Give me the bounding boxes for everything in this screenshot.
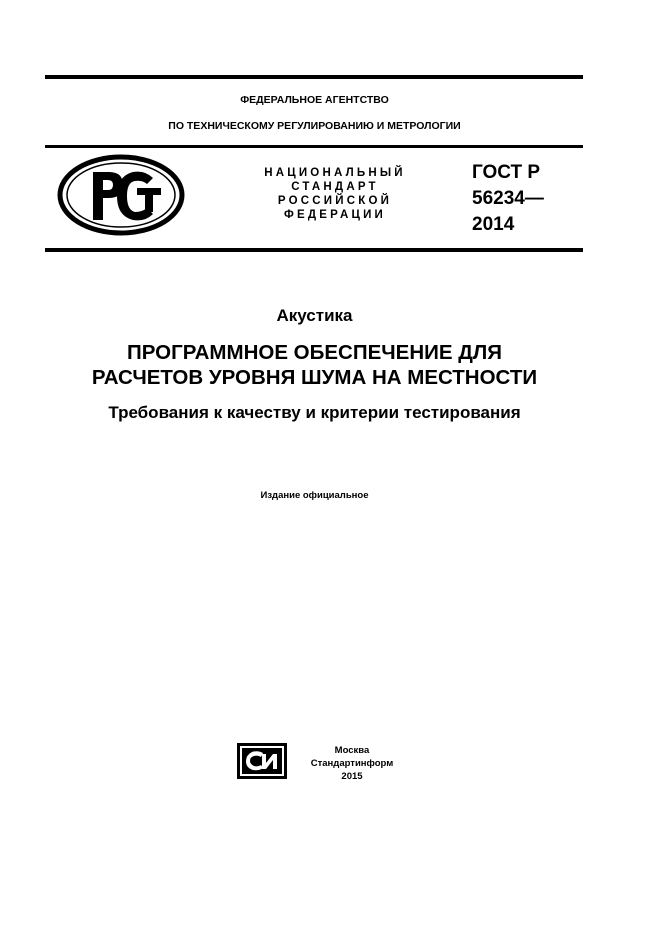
document-title	[0, 340, 629, 390]
publisher-block	[300, 744, 404, 783]
agency-line-2: ПО ТЕХНИЧЕСКОМУ РЕГУЛИРОВАНИЮ И МЕТРОЛОГИИ	[168, 120, 461, 132]
publisher-name: Стандартинформ	[310, 758, 394, 769]
publication-year: 2015	[341, 771, 363, 782]
gost-number	[472, 160, 544, 238]
edition-label: Издание официальное	[260, 490, 369, 501]
gost-number-line-2: 56234—	[472, 188, 544, 209]
bottom-rule	[45, 248, 583, 252]
gost-number-line-3: 2014	[472, 214, 515, 235]
document-subtitle: Требования к качеству и критерии тестирования	[108, 403, 521, 422]
publisher-city: Москва	[334, 745, 370, 756]
national-line-4: ФЕДЕРАЦИИ	[283, 209, 387, 221]
standartinform-si-logo-icon	[236, 742, 288, 780]
rst-certification-logo-icon	[57, 154, 185, 236]
document-title-line-2: РАСЧЕТОВ УРОВНЯ ШУМА НА МЕСТНОСТИ	[91, 366, 538, 389]
document-subject: Акустика	[276, 306, 353, 325]
national-standard-label	[240, 166, 430, 222]
national-line-3: РОССИЙСКОЙ	[277, 195, 393, 207]
document-title-line-1: ПРОГРАММНОЕ ОБЕСПЕЧЕНИЕ ДЛЯ	[127, 341, 502, 364]
top-rule	[45, 75, 583, 79]
gost-number-line-1: ГОСТ Р	[472, 162, 541, 183]
middle-rule	[45, 145, 583, 148]
national-line-2: СТАНДАРТ	[291, 181, 379, 193]
agency-line-1: ФЕДЕРАЛЬНОЕ АГЕНТСТВО	[240, 94, 389, 106]
national-line-1: НАЦИОНАЛЬНЫЙ	[264, 167, 406, 179]
